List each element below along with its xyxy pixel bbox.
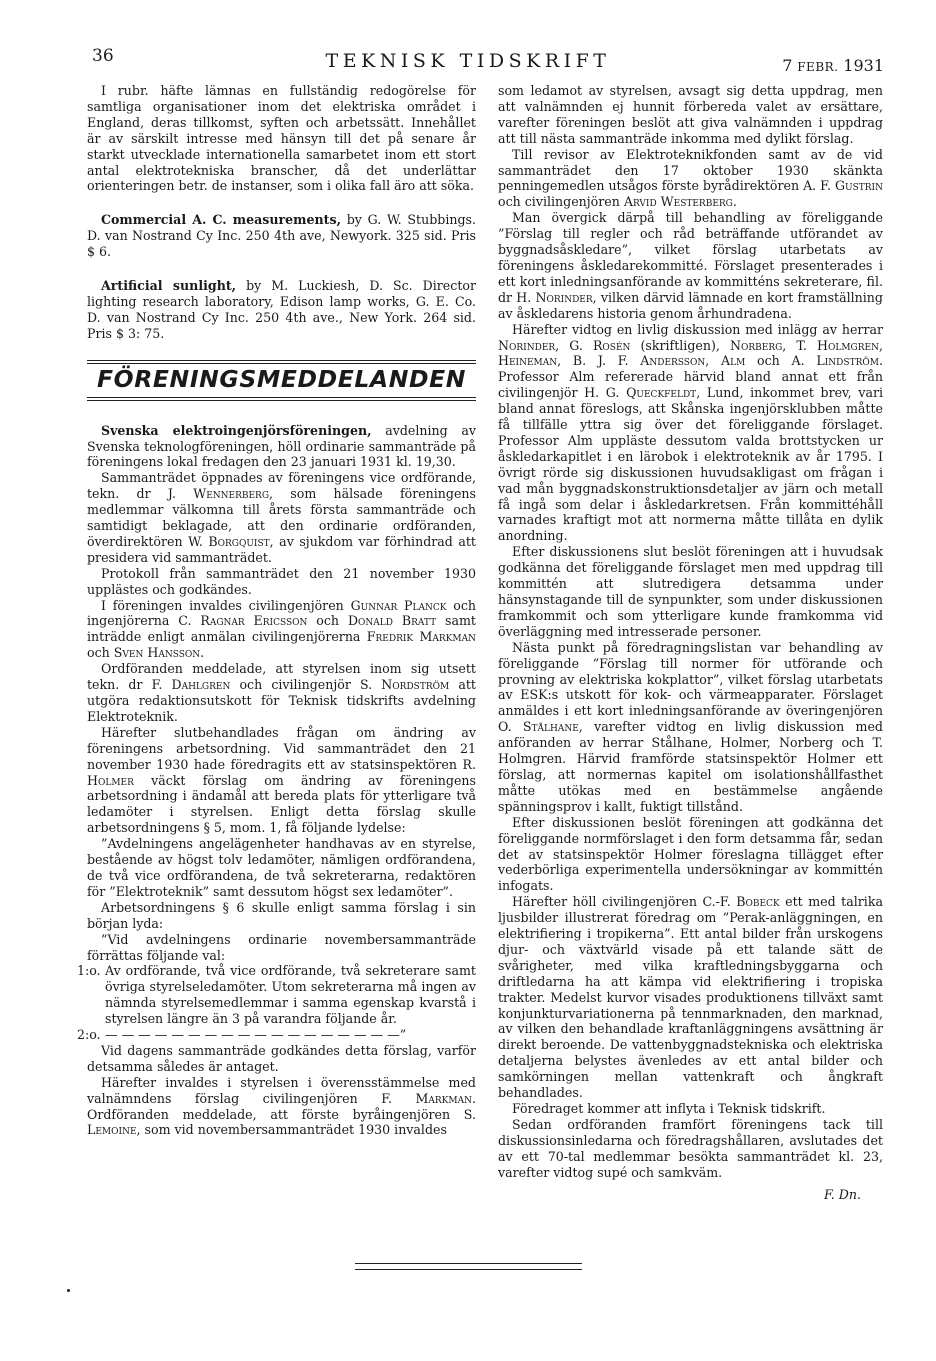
text: Man övergick därpå till behandling av föreliggande ”Förslag till regler och råd beträffande utförandet av byggnadsåskledare”, vilket förslag utarbetats av föreningens åskledarekommitté. Förslaget presenterades i ett kort inledningsanförande av kommitténs sekreterare, fil. dr H. xyxy=(498,210,883,305)
text: , B. J. F. xyxy=(557,353,629,369)
person-name: Lindström xyxy=(816,353,879,369)
paragraph-lightning-decision: Efter diskussionens slut beslöt föreningen att i huvudsak godkänna det föreliggande förslaget men med uppdrag till kommittén att slutredigera detsamma under hänsynstagande till de synpunkter, som under diskussionen framkommit och som ytterligare kunde framkomma vid överläggning med intresserade personer. xyxy=(498,544,883,639)
paragraph-rules-change xyxy=(87,725,476,836)
right-column xyxy=(498,83,883,1202)
person-name: Fredrik Markman xyxy=(366,629,476,645)
paragraph-election xyxy=(87,1075,476,1139)
text: och ingenjörerna C. xyxy=(87,597,476,629)
person-name: Bobeck xyxy=(736,894,780,910)
person-name: Donald Bratt xyxy=(347,613,437,629)
section-title: FÖRENINGSMEDDELANDEN xyxy=(96,364,467,393)
text: Härefter slutbehandlades frågan om ändring av föreningens arbetsordning. Vid sammanträdet den 21 november 1930 hade föredragits ett av statsinspektören R. xyxy=(87,724,476,772)
person-name: Ragnar Ericsson xyxy=(200,613,308,629)
book-1-title: Commercial A. C. measurements, xyxy=(101,212,341,228)
book-1-details: by G. W. Stubbings. D. van Nostrand Cy Inc. 250 4th ave, Newyork. 325 sid. Pris $ 6. xyxy=(87,212,477,260)
text: , av sjukdom var förhindrad att presidera vid sammanträdet. xyxy=(87,533,476,565)
text: , Lund, inkommet brev, vari bland annat föreslogs, att Skånska ingenjörsklubben måtte få tillfälle yttra sig över det föreliggande förslaget. Professor Alm uppläste dessutom valda brottstycken ur åskledarkapitlet i en lärobok i elektroteknik av år 1795. I övrigt rörde sig diskussionen huvudsakligast om frågan i vad mån byggnadskonstruktionsdetaljer av järn och metall få ingå som delar i åskledarkretsen. Från kommittéhåll varnades kraftigt mot att normerna måtte tillåta en dylik anordning. xyxy=(498,385,883,544)
paragraph-lightning-proposal xyxy=(498,210,883,321)
text: ett med talrika ljusbilder illustrerat föredrag om ”Perak-anläggningen, en elektrifiering i tropikerna”. Ett antal bilder från urskogens djur- och växtvärld visade på ett talande sätt de svårigheter, med vilka kraftledningsbyggarna och driftledarna ha att kämpa vid elektrifiering i tropiska trakter. Medelst kurvor visades produktionens tillväxt samt konjunkturvariationerna på tennmarknaden, den marknad, av vilken den behandlade kraftanläggningens avsättning är direkt beroende. De vattenbyggnadstekniska och elektriska detaljerna belystes ävenledes av ett antal bilder och samkörningen mellan vattenkraft och ångkraft behandlades. xyxy=(498,894,883,1101)
text: . Professor Alm refererade härvid bland annat ett från civilingenjör H. G. xyxy=(498,353,883,401)
text: och A. xyxy=(757,353,805,369)
list-number: 1:o. xyxy=(77,963,101,979)
book-review-1 xyxy=(87,212,476,260)
person-name: Heineman xyxy=(498,353,558,369)
signature: F. Dn. xyxy=(824,1186,861,1202)
text: Nästa punkt på föredragningslistan var behandling av föreliggande ”Förslag till normer för utförande och provning av elektriska kokplattor”, vilket förslag utarbetats av ESK:s utskott för kok- och värmeapparater. Förslaget anmäldes i ett kort inledningsanförande av överingenjören O. xyxy=(498,639,883,735)
text: Ordföranden meddelade, att styrelsen inom sig utsett tekn. dr F. xyxy=(87,661,476,693)
paragraph-opening xyxy=(87,470,476,565)
left-column xyxy=(77,83,477,1138)
person-name: Wennerberg xyxy=(193,486,270,502)
person-name: Holmgren xyxy=(817,337,879,353)
paragraph-editorial xyxy=(87,661,476,725)
issue-year: 1931 xyxy=(843,56,884,75)
paragraph-lecture xyxy=(498,894,883,1101)
meeting-intro xyxy=(87,423,476,471)
person-name: Borgquist xyxy=(208,533,270,549)
list-item xyxy=(77,963,476,1027)
person-name: Queckfeldt xyxy=(626,385,697,401)
issue-month: FEBR. xyxy=(797,60,839,74)
text: väckt förslag om ändring av föreningens arbetsordning i ändamål att bereda plats för ytterligare två ledamöter i styrelsen. Enligt detta förslag skulle arbetsordningens § 5, mom. 1, få följande lydelse: xyxy=(87,772,476,836)
person-name: Norinder xyxy=(535,289,593,305)
page-number: 36 xyxy=(92,46,114,66)
quote-paragraph-5: ”Avdelningens angelägenheter handhavas av en styrelse, bestående av högst tolv ledamöter, nämligen ordförandena, de två vice ordförandena, de två sekreterarna, redaktören för ”Elektroteknik” samt dessutom högst sex ledamöter”. xyxy=(87,836,476,899)
person-name: Markman xyxy=(415,1090,472,1106)
list-item xyxy=(77,1027,476,1043)
text: , vilken därvid lämnade en kort framställning av åskledarens historia genom århundradena. xyxy=(498,289,883,321)
person-name: Andersson xyxy=(640,353,706,369)
text: , som vid novembersammanträdet 1930 invaldes xyxy=(136,1122,447,1138)
issue-day: 7 xyxy=(782,56,793,75)
list-number: 2:o. xyxy=(77,1027,101,1043)
text: Härefter höll civilingenjören C.-F. xyxy=(512,894,731,910)
paragraph-discussion xyxy=(498,322,883,545)
text: , xyxy=(705,353,710,369)
text: , som hälsade föreningens medlemmar välkomna till årets första sammanträde och samtidigt beklagade, att den ordinarie ordföranden, överdirektören W. xyxy=(87,486,477,549)
person-name: Sven Hansson xyxy=(113,645,201,661)
text: och xyxy=(316,613,340,629)
text: och civilingenjören xyxy=(498,194,620,210)
text: samt inträdde enligt anmälan civilingenjörerna xyxy=(87,613,476,645)
intro-paragraph: I rubr. häfte lämnas en fullständig redogörelse för samtliga organisationer inom det elektriska området i England, deras tillkomst, syften och arbetssätt. Innehållet är av särskilt intresse med hänsyn till det på senare år starkt utvecklade internationella samarbetet inom ett stort antal elektrotekniska branscher, då det underlättar orienteringen betr. de instanser, som i olika fall äro att söka. xyxy=(87,83,476,194)
paragraph-lecture-publication: Föredraget kommer att inflyta i Teknisk tidskrift. xyxy=(512,1101,826,1116)
book-2-details: by M. Luckiesh, D. Sc. Director lighting research laboratory, Edison lamp works, G. E. Co. D. van Nostrand Cy Inc. 250 4th ave., New York. 264 sid. Pris $ 3: 75. xyxy=(87,278,476,341)
text: att utgöra redaktionsutskott för Teknisk tidskrifts avdelning Elektroteknik. xyxy=(87,677,476,724)
text: Härefter invaldes i styrelsen i överensstämmelse med valnämndens förslag civilingenjören F. xyxy=(87,1074,476,1106)
book-2-title: Artificial sunlight, xyxy=(101,278,237,294)
list-text: — — — — — — — — — — — — — — — — — —” xyxy=(105,1027,407,1043)
text: , G. xyxy=(555,337,583,353)
person-name: Nordström xyxy=(381,677,450,693)
person-name: Arvid Westerberg xyxy=(623,194,733,210)
text: Härefter vidtog en livlig diskussion med inlägg av herrar xyxy=(512,321,883,337)
text: , varefter vidtog en livlig diskussion med anföranden av herrar Stålhane, Holmer, Norberg och T. Holmgren. Härvid framförde statsinspektör Holmer ett förslag, att normernas kapitel om isolationshållfasthet måtte utökas med en bestämmelse angående spänningsprov i kallt, fuktigt tillstånd. xyxy=(498,719,883,814)
text: . Ordföranden meddelade, att förste byråingenjören S. xyxy=(87,1090,476,1122)
page-mark xyxy=(67,1289,70,1292)
text: Till revisor av Elektroteknikfonden samt av de vid sammanträdet den 17 oktober 1930 skänkta penningemedlen utsågos förste byrådirektören A. F. xyxy=(498,146,883,194)
text: , T. xyxy=(782,337,807,353)
person-name: Stålhane xyxy=(522,719,579,735)
meeting-intro-text: avdelning av Svenska teknologföreningen, höll ordinarie sammanträde på föreningens lokal fredagen den 23 januari 1931 kl. 19,30. xyxy=(87,422,476,470)
section-banner xyxy=(87,360,476,401)
paragraph-hotplates-decision: Efter diskussionen beslöt föreningen att godkänna det föreliggande normförslaget i den form detsamma får, sedan det av statsinspektör Holmer föreslagna tillägget efter vederbörliga experimentella undersökningar av kommittén infogats. xyxy=(498,814,883,894)
text: (skriftligen), xyxy=(640,337,720,353)
quote-paragraph-6: ”Vid avdelningens ordinarie novembersammanträde förrättas följande val: xyxy=(87,931,476,963)
journal-title: TEKNISK TIDSKRIFT xyxy=(325,50,611,72)
text: I föreningen invaldes civilingenjören xyxy=(101,597,344,613)
paragraph-auditor xyxy=(498,147,883,211)
organization-name: Svenska elektroingenjörsföreningen, xyxy=(101,422,372,438)
end-rule xyxy=(355,1263,582,1270)
person-name: Holmer xyxy=(87,772,134,788)
person-name: Alm xyxy=(721,353,746,369)
person-name: Rosén xyxy=(592,337,631,353)
paragraph-closing: Sedan ordföranden framfört föreningens tack till diskussionsinledarna och föredragshållaren, avslutades det av ett 70-tal medlemmar besökta sammanträdet kl. 23, varefter vidtog supé och samkväm. xyxy=(498,1116,883,1180)
text: . xyxy=(732,194,737,210)
paragraph-new-members xyxy=(87,598,476,662)
paragraph-section-6: Arbetsordningens § 6 skulle enligt samma förslag i sin början lyda: xyxy=(87,899,476,931)
paragraph-protocol: Protokoll från sammanträdet den 21 november 1930 upplästes och godkändes. xyxy=(87,565,476,597)
person-name: Lemoine xyxy=(87,1122,137,1138)
paragraph-hotplates xyxy=(498,640,883,815)
person-name: Dahlgren xyxy=(171,677,231,693)
text: , xyxy=(878,337,883,353)
text: och xyxy=(87,645,110,661)
paragraph-approved: Vid dagens sammanträde godkändes detta förslag, varför detsamma således är antaget. xyxy=(87,1042,476,1074)
person-name: Norberg xyxy=(729,337,783,353)
text: . xyxy=(200,645,205,661)
book-review-2 xyxy=(87,278,476,342)
text: och civilingenjör S. xyxy=(239,677,373,693)
paragraph-continuation: som ledamot av styrelsen, avsagt sig detta uppdrag, men att valnämnden ej hunnit förbereda valet av ersättare, varefter föreningen beslöt att giva valnämnden i uppdrag att till nästa sammanträde inkomma med dylikt förslag. xyxy=(498,83,883,146)
person-name: Gunnar Planck xyxy=(350,597,447,613)
text: Sammanträdet öppnades av föreningens vice ordförande, tekn. dr J. xyxy=(87,470,476,502)
issue-date xyxy=(782,56,884,75)
list-text: Av ordförande, två vice ordförande, två sekreterare samt övriga styrelseledamöter. Utom sekreterarna må ingen av nämnda styrelsemedlemmar i samma egenskap kvarstå i styrelsen längre än 3 på varandra följande år. xyxy=(105,963,476,1027)
person-name: Gustrin xyxy=(834,178,883,194)
person-name: Norinder xyxy=(498,337,556,353)
